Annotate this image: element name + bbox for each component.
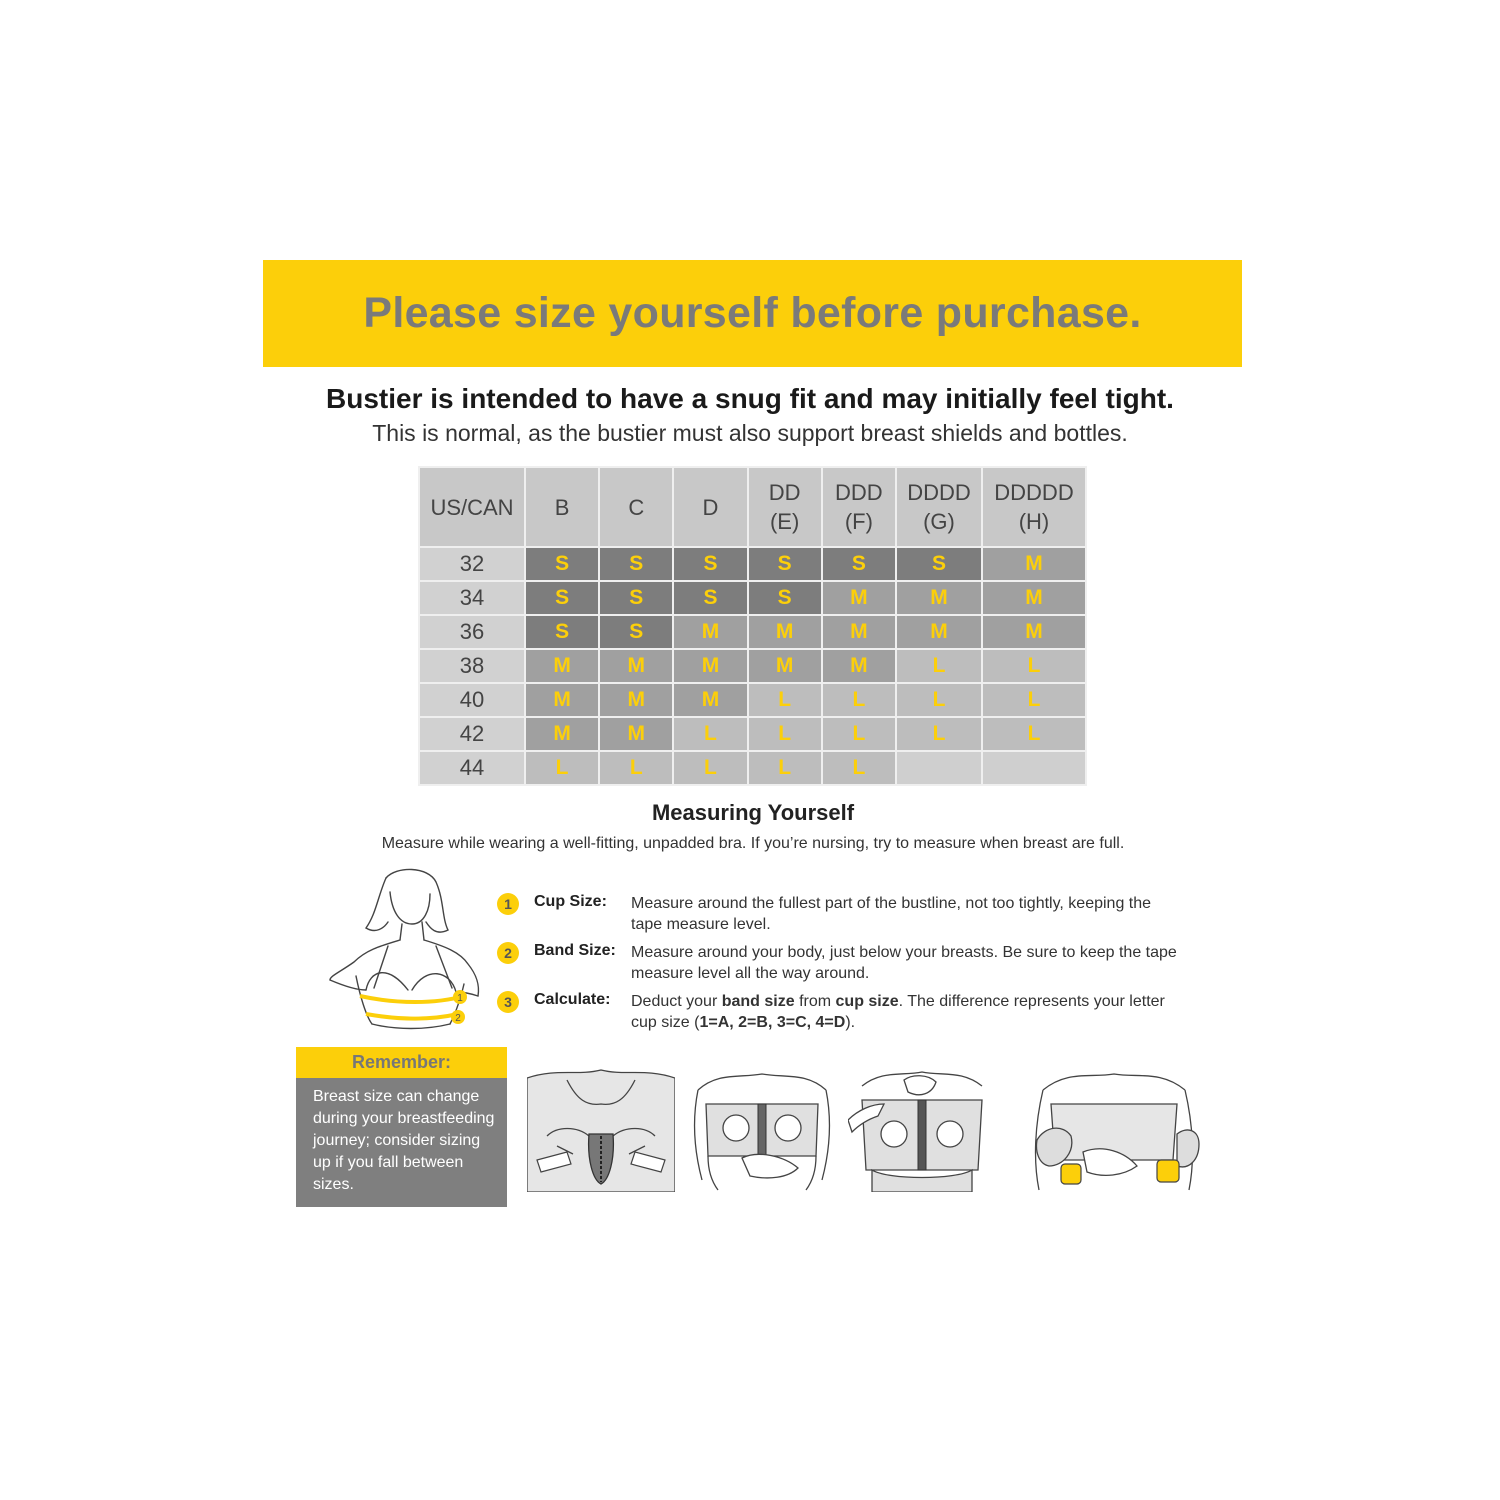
step-cup-size — [497, 890, 1187, 939]
size-cell: S — [525, 615, 599, 649]
cup-header: DDDD (G) — [896, 467, 982, 547]
band-size-cell: 32 — [419, 547, 525, 581]
band-size-cell: 34 — [419, 581, 525, 615]
size-cell: L — [673, 751, 747, 785]
size-cell: S — [599, 615, 673, 649]
band-size-cell: 44 — [419, 751, 525, 785]
size-cell: M — [896, 581, 982, 615]
size-cell: L — [896, 649, 982, 683]
size-cell: S — [525, 581, 599, 615]
cup-header: DDD (F) — [822, 467, 896, 547]
band-size-cell: 36 — [419, 615, 525, 649]
size-cell: M — [982, 547, 1086, 581]
size-cell: M — [822, 649, 896, 683]
size-chart-header-row — [419, 467, 1086, 547]
size-cell: M — [896, 615, 982, 649]
size-cell: S — [896, 547, 982, 581]
size-cell: L — [982, 717, 1086, 751]
header-banner — [263, 260, 1242, 367]
size-cell: M — [822, 581, 896, 615]
size-row — [419, 581, 1086, 615]
step-label: Band Size: — [534, 942, 616, 959]
cup-header: B — [525, 467, 599, 547]
size-cell: S — [748, 581, 822, 615]
size-cell: L — [748, 751, 822, 785]
size-cell: S — [599, 581, 673, 615]
breast-shields-illustration — [1027, 1060, 1201, 1192]
step-description: Measure around the fullest part of the bustline, not too tightly, keeping the tape measure level. — [631, 895, 1152, 933]
measuring-steps — [497, 890, 1187, 1037]
remember-title: Remember: — [296, 1047, 507, 1078]
size-cell: M — [673, 615, 747, 649]
size-cell: L — [748, 683, 822, 717]
size-cell: M — [599, 683, 673, 717]
size-cell: M — [599, 649, 673, 683]
size-cell: M — [982, 615, 1086, 649]
size-row — [419, 615, 1086, 649]
step-description: Deduct your band size from cup size. The difference represents your letter cup size (1=A, 2=B, 3=C, 4=D). — [631, 993, 1165, 1031]
size-cell: M — [525, 649, 599, 683]
size-cell: L — [982, 683, 1086, 717]
size-cell: S — [822, 547, 896, 581]
zipping-bustier-illustration — [848, 1060, 996, 1192]
size-cell: M — [599, 717, 673, 751]
band-size-cell: 38 — [419, 649, 525, 683]
size-row — [419, 649, 1086, 683]
size-cell: S — [673, 581, 747, 615]
size-cell: S — [748, 547, 822, 581]
empty-size-cell — [896, 751, 982, 785]
step-number: 1 — [497, 893, 519, 915]
step-label: Cup Size: — [534, 893, 607, 910]
size-cell: S — [525, 547, 599, 581]
size-cell: L — [822, 717, 896, 751]
size-cell: M — [748, 649, 822, 683]
size-cell: M — [525, 717, 599, 751]
size-cell: L — [673, 717, 747, 751]
size-cell: M — [673, 649, 747, 683]
figure-marker-2: 2 — [455, 1013, 461, 1024]
page-title: Please size yourself before purchase. — [363, 289, 1142, 337]
step-label: Calculate: — [534, 991, 611, 1008]
corner-header: US/CAN — [419, 467, 525, 547]
size-cell: L — [748, 717, 822, 751]
empty-size-cell — [982, 751, 1086, 785]
cup-header: C — [599, 467, 673, 547]
size-cell: M — [748, 615, 822, 649]
size-cell: S — [673, 547, 747, 581]
size-cell: L — [525, 751, 599, 785]
size-cell: S — [599, 547, 673, 581]
size-cell: L — [896, 717, 982, 751]
fastening-zipper-illustration — [527, 1060, 675, 1192]
woman-measuring-figure — [326, 866, 482, 1031]
band-size-cell: 42 — [419, 717, 525, 751]
size-chart-table — [418, 466, 1087, 786]
size-row — [419, 717, 1086, 751]
step-number: 3 — [497, 991, 519, 1013]
size-row — [419, 751, 1086, 785]
size-cell: L — [822, 683, 896, 717]
size-cell: M — [525, 683, 599, 717]
size-row — [419, 683, 1086, 717]
size-cell: L — [896, 683, 982, 717]
fit-note: This is normal, as the bustier must also support breast shields and bottles. — [372, 420, 1128, 446]
size-cell: M — [673, 683, 747, 717]
measuring-note: Measure while wearing a well-fitting, unpadded bra. If you’re nursing, try to measure when breast are full. — [381, 835, 1125, 852]
size-row — [419, 547, 1086, 581]
size-cell: L — [599, 751, 673, 785]
size-cell: L — [822, 751, 896, 785]
step-band-size — [497, 939, 1187, 988]
attaching-bustier-illustration — [688, 1060, 836, 1192]
size-chart-body — [419, 547, 1086, 785]
step-calculate — [497, 988, 1187, 1037]
cup-header: DDDDD (H) — [982, 467, 1086, 547]
step-number: 2 — [497, 942, 519, 964]
band-size-cell: 40 — [419, 683, 525, 717]
remember-text: Breast size can change during your breastfeeding journey; consider sizing up if you fall between sizes. — [313, 1088, 495, 1193]
remember-box — [296, 1047, 507, 1207]
size-cell: L — [982, 649, 1086, 683]
fit-headline: Bustier is intended to have a snug fit and may initially feel tight. — [326, 383, 1174, 414]
measuring-title: Measuring Yourself — [651, 800, 855, 825]
size-cell: M — [822, 615, 896, 649]
size-cell: M — [982, 581, 1086, 615]
cup-header: D — [673, 467, 747, 547]
cup-header: DD (E) — [748, 467, 822, 547]
figure-marker-1: 1 — [457, 993, 463, 1004]
step-description: Measure around your body, just below your breasts. Be sure to keep the tape measure level all the way around. — [631, 944, 1177, 982]
